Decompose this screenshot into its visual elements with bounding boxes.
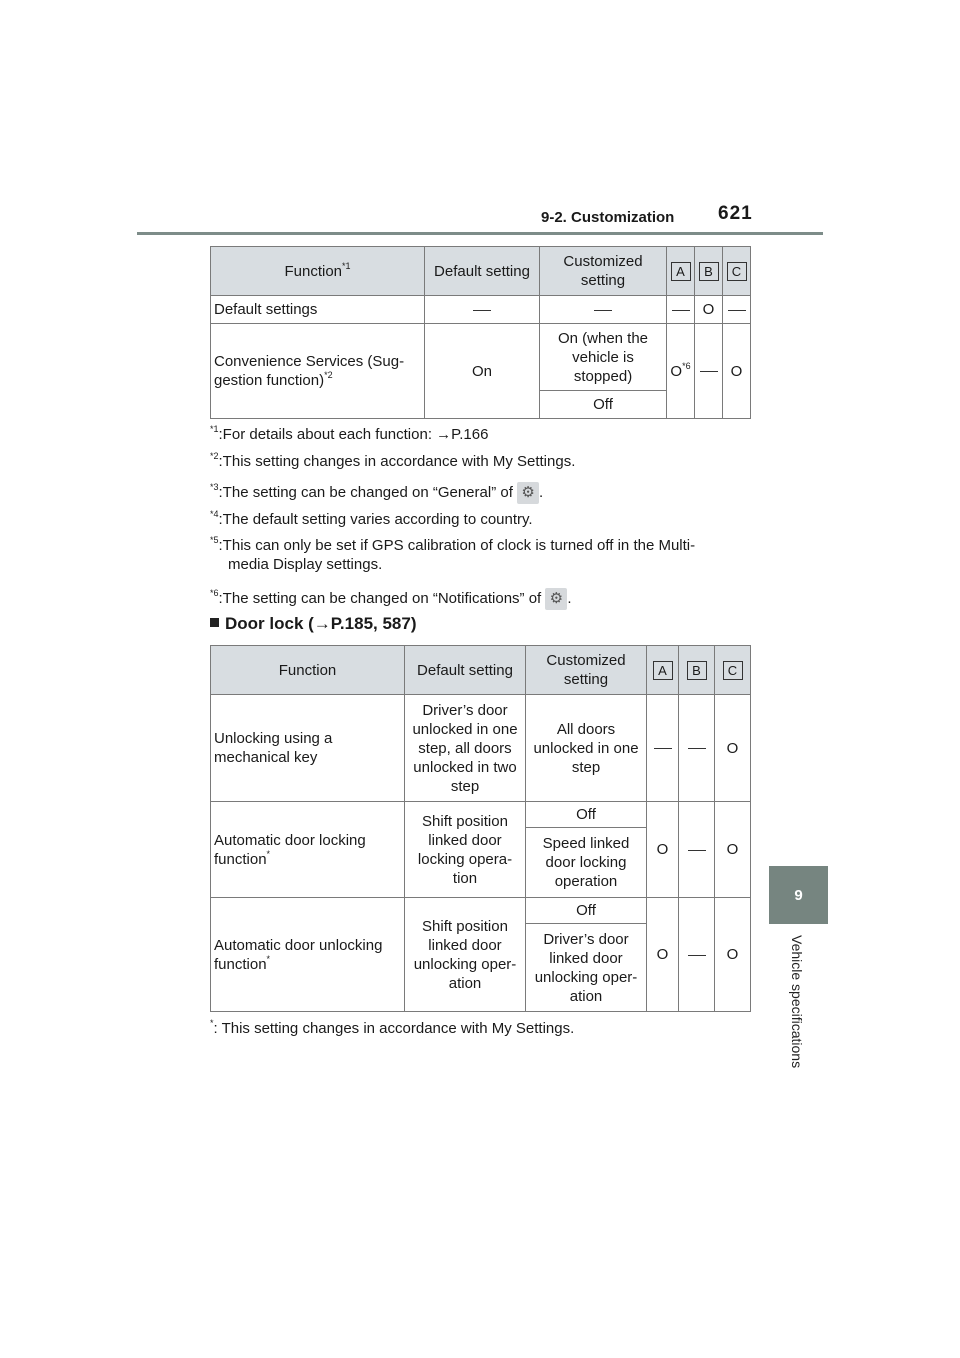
cell-custom: Off	[526, 802, 647, 828]
cell-c: O	[715, 695, 751, 802]
cell-c: O	[715, 802, 751, 898]
col-b: B	[679, 646, 715, 695]
cell-dash	[695, 324, 723, 419]
cell-dash	[647, 695, 679, 802]
bullet-square-icon	[210, 618, 219, 627]
col-customized: Customized setting	[526, 646, 647, 695]
col-a: A	[667, 247, 695, 296]
col-c: C	[723, 247, 751, 296]
note-5: $^{*5}$:This can only be set if GPS calibration of clock is turned off in the Multi- media Display settings.	[210, 535, 696, 573]
table-row	[211, 695, 751, 802]
cell-function: Unlocking using a mechanical key	[211, 695, 405, 802]
col-function: Function$^{*1}$	[211, 247, 425, 296]
cell-function: Automatic door unlocking function*	[211, 898, 405, 1012]
col-default: Default setting	[405, 646, 526, 695]
cell-custom: Speed linked door locking operation	[526, 828, 647, 898]
chapter-number: 9	[794, 886, 803, 904]
col-c: C	[715, 646, 751, 695]
cell-default: Driver’s door unlocked in one step, all doors unlocked in two step	[405, 695, 526, 802]
cell-a: O	[647, 898, 679, 1012]
col-default: Default setting	[425, 247, 540, 296]
cell-function: Automatic door locking function*	[211, 802, 405, 898]
col-function: Function	[211, 646, 405, 695]
cell-a: O	[695, 296, 723, 324]
table-row	[211, 802, 751, 828]
table-row	[211, 324, 751, 391]
cell-function: Default settings	[211, 296, 425, 324]
cell-dash	[679, 695, 715, 802]
note-4: $^{*4}$:The default setting varies according to country.	[210, 509, 533, 528]
cell-default: Shift position linked door unlocking oper-ation	[405, 898, 526, 1012]
cell-dash	[679, 802, 715, 898]
table-row	[211, 898, 751, 924]
cell-a: O	[647, 802, 679, 898]
note-2: $^{*2}$:This setting changes in accordance with My Settings.	[210, 451, 576, 470]
table-settings	[210, 246, 751, 419]
cell-custom: Off	[540, 391, 667, 419]
cell-a: $O^{*6}$	[667, 324, 695, 419]
settings-gear-icon: ⚙	[545, 588, 567, 610]
note-6: $^{*6}$:The setting can be changed on “Notifications” of ⚙ .	[210, 588, 572, 610]
header-rule	[137, 232, 823, 235]
cell-dash	[679, 898, 715, 1012]
cell-default: Shift position linked door locking opera-tion	[405, 802, 526, 898]
cell-default: On	[425, 324, 540, 419]
page-header	[0, 0, 960, 240]
col-a: A	[647, 646, 679, 695]
page-number: 621	[718, 203, 753, 224]
table-row	[211, 296, 751, 324]
chapter-label-text: Vehicle specifications	[789, 935, 805, 1069]
cell-custom: Driver’s door linked door unlocking oper-ation	[526, 924, 647, 1012]
col-b: B	[695, 247, 723, 296]
settings-gear-icon: ⚙	[517, 482, 539, 504]
cell-custom: On (when the vehicle is stopped)	[540, 324, 667, 391]
cell-dash	[425, 296, 540, 324]
table-header-row	[211, 646, 751, 695]
cell-custom: All doors unlocked in one step	[526, 695, 647, 802]
note-1: $^{*1}$:For details about each function: →P.166	[210, 424, 489, 443]
footnote: *: This setting changes in accordance with My Settings.	[210, 1018, 575, 1037]
cell-dash	[540, 296, 667, 324]
section-title: 9-2. Customization	[541, 209, 675, 226]
chapter-label	[787, 935, 809, 1095]
cell-dash	[723, 296, 751, 324]
cell-dash	[667, 296, 695, 324]
cell-c: O	[715, 898, 751, 1012]
chapter-tab	[769, 866, 828, 924]
table-header-row	[211, 247, 751, 296]
cell-function: Convenience Services (Sug-gestion function)$^{*2}$	[211, 324, 425, 419]
cell-custom: Off	[526, 898, 647, 924]
note-3: $^{*3}$:The setting can be changed on “General” of ⚙ .	[210, 482, 543, 504]
section-heading: Door lock (→P.185, 587)	[210, 614, 417, 634]
col-customized: Customized setting	[540, 247, 667, 296]
table-door-lock	[210, 645, 751, 1012]
cell-c: O	[723, 324, 751, 419]
